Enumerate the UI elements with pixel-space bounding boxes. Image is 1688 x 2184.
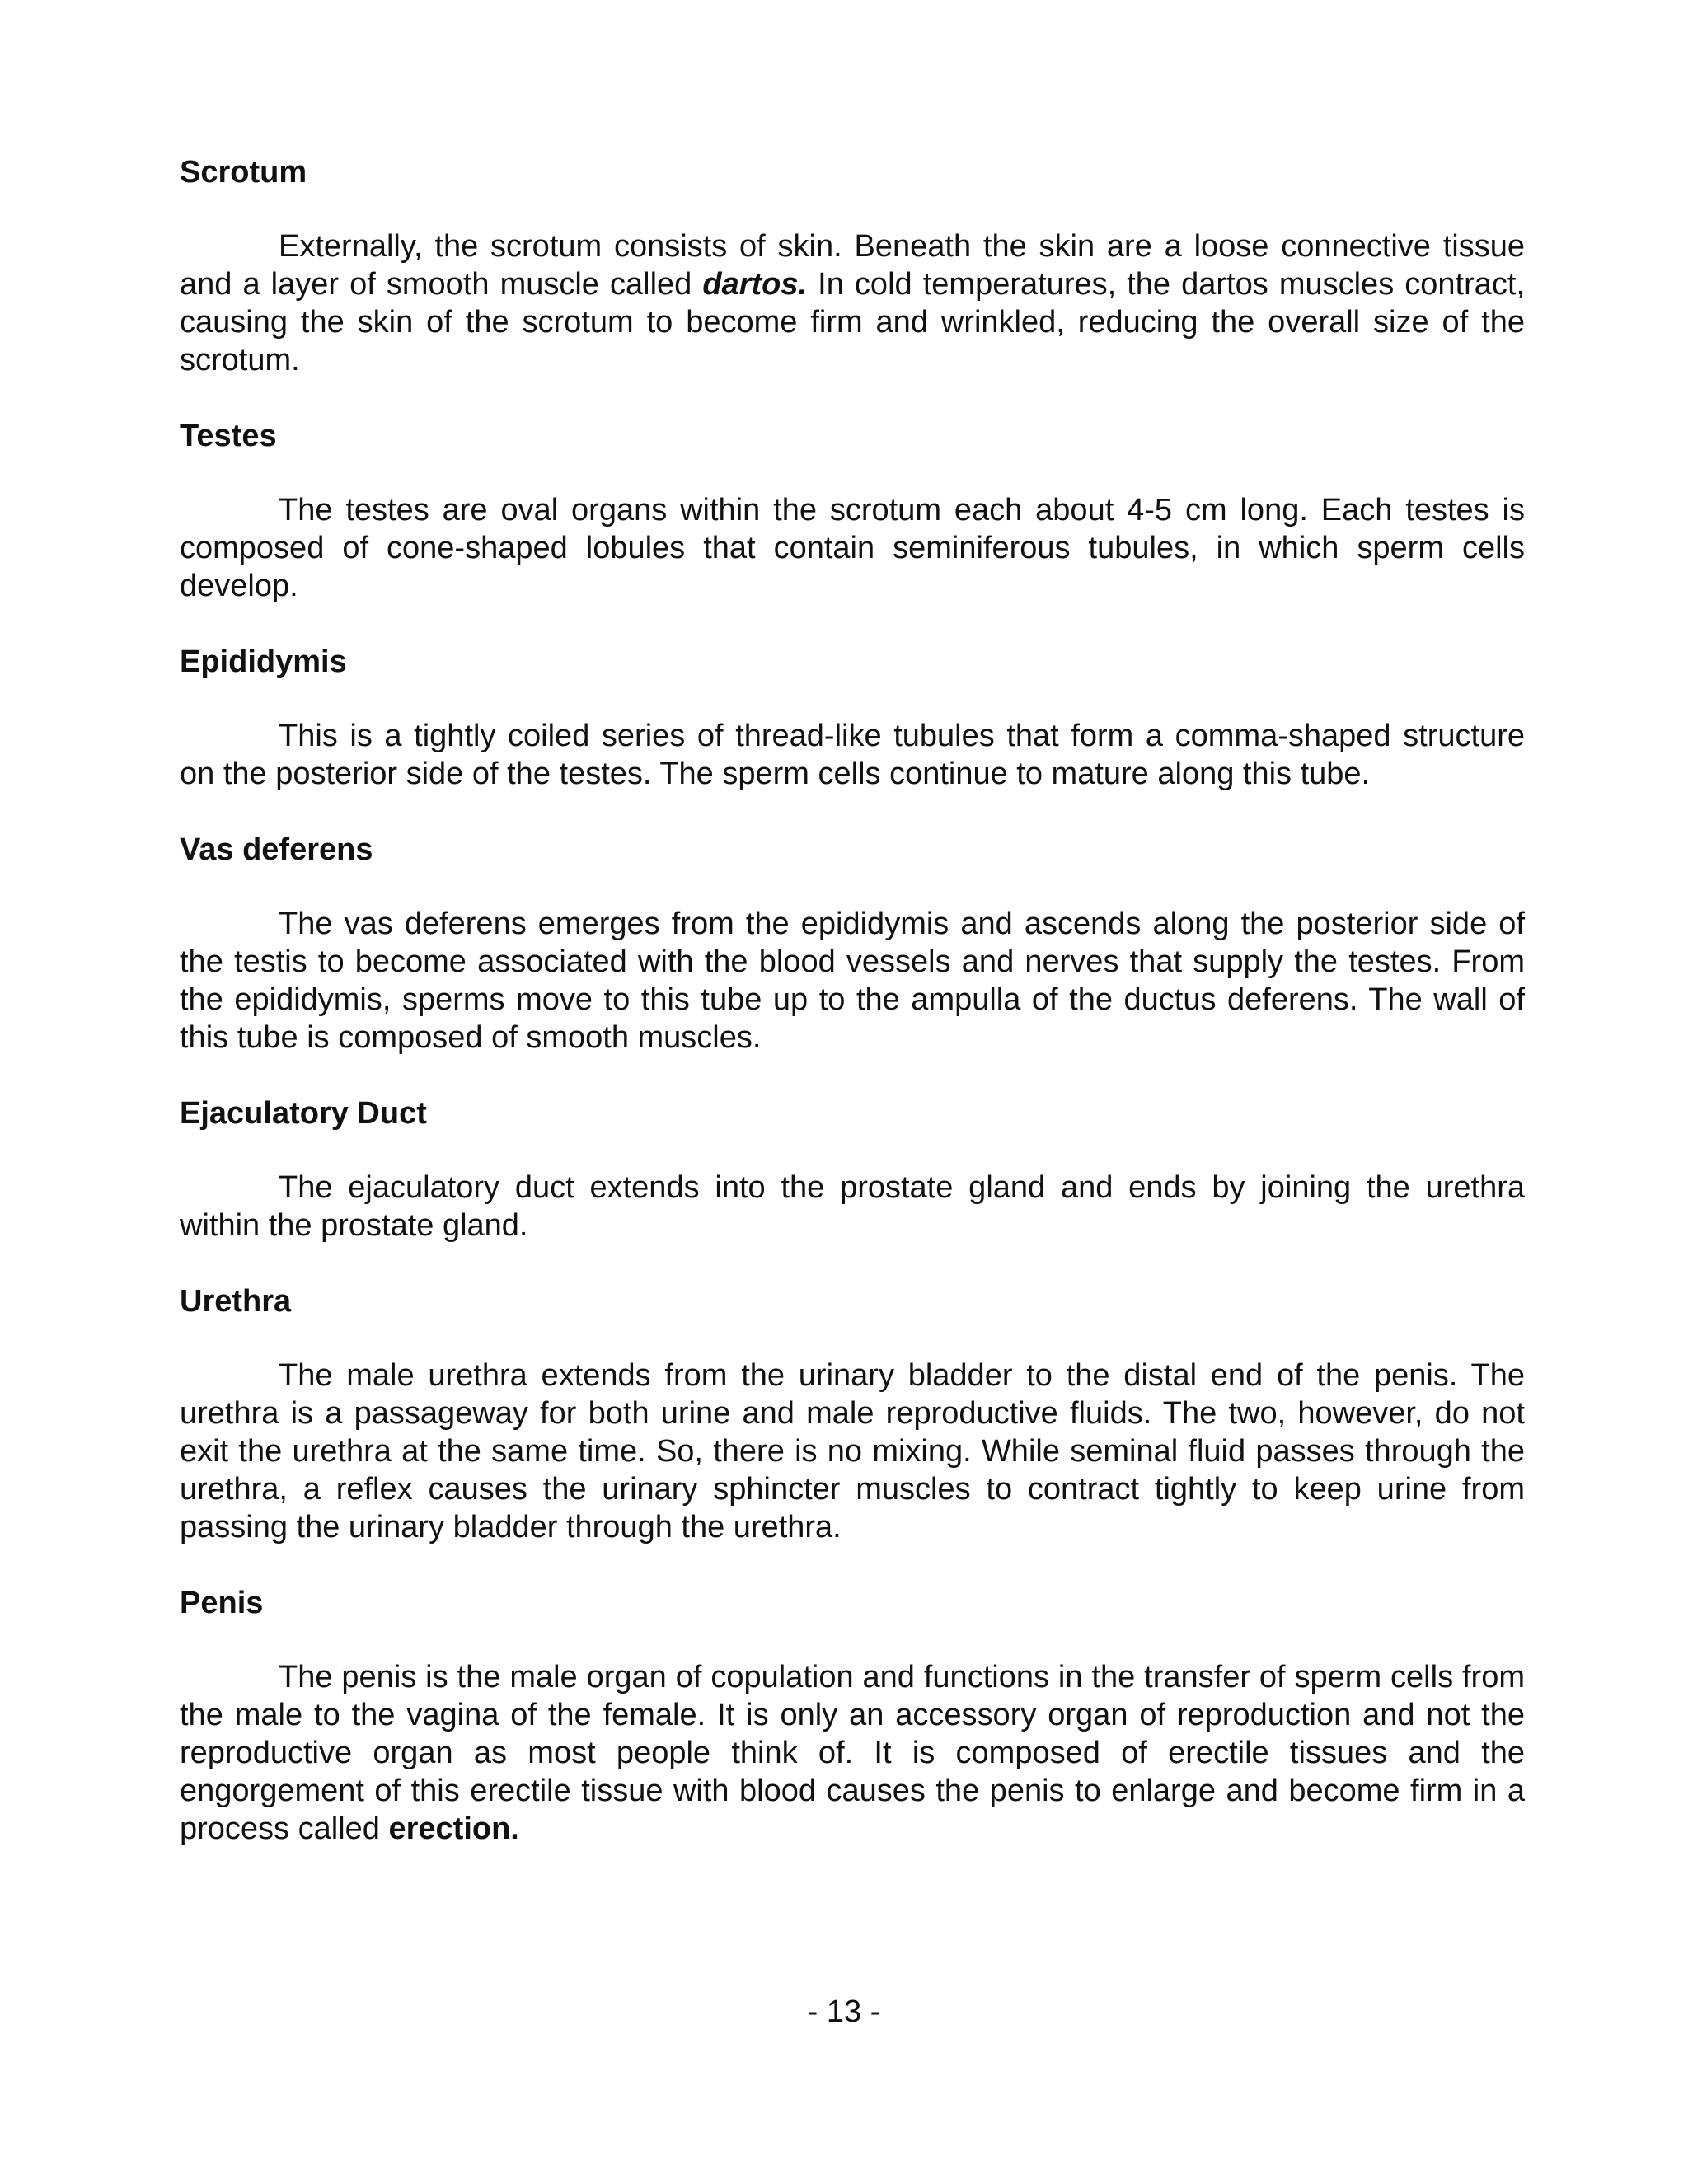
paragraph-text: The penis is the male organ of copulation and functions in the transfer of sperm cells from the male to the vagina of the female. It is only an accessory organ of reproduction and not the reproductive organ as most people think of. It is composed of erectile tissues and the engorgement of this erectile tissue with blood causes the penis to enlarge and become firm in a process called <box>180 1660 1525 1846</box>
paragraph-text: This is a tightly coiled series of thread-like tubules that form a comma-shaped structure on the posterior side of the testes. The sperm cells continue to mature along this tube. <box>180 719 1525 791</box>
section-heading: Ejaculatory Duct <box>180 1096 427 1131</box>
emphasized-term: dartos. <box>702 267 808 302</box>
paragraph-text: The ejaculatory duct extends into the prostate gland and ends by joining the urethra within the prostate gland. <box>180 1170 1525 1243</box>
section-ejaculatory-duct <box>180 1094 1525 1244</box>
emphasized-term: erection. <box>388 1811 519 1846</box>
section-heading: Epididymis <box>180 644 347 679</box>
section-paragraph <box>180 905 1525 1057</box>
section-testes <box>180 417 1525 605</box>
paragraph-text: The vas deferens emerges from the epididymis and ascends along the posterior side of the testis to become associated with the blood vessels and nerves that supply the testes. From the epididymis, sperms move to this tube up to the ampulla of the ductus deferens. The wall of this tube is composed of smooth muscles. <box>180 907 1525 1055</box>
section-penis <box>180 1584 1525 1848</box>
section-paragraph <box>180 491 1525 605</box>
section-paragraph <box>180 227 1525 379</box>
section-paragraph <box>180 717 1525 793</box>
section-heading: Vas deferens <box>180 832 373 867</box>
section-epididymis <box>180 643 1525 793</box>
section-paragraph <box>180 1357 1525 1546</box>
section-heading: Penis <box>180 1586 264 1620</box>
paragraph-text: In cold temperatures, the dartos muscles contract, causing the skin of the scrotum to become firm and wrinkled, reducing the overall size of the scrotum. <box>180 267 1525 377</box>
section-paragraph <box>180 1169 1525 1244</box>
section-heading: Urethra <box>180 1284 292 1319</box>
paragraph-text: The testes are oval organs within the scrotum each about 4-5 cm long. Each testes is composed of cone-shaped lobules that contain seminiferous tubules, in which sperm cells develop. <box>180 493 1525 603</box>
section-heading: Scrotum <box>180 155 307 190</box>
section-urethra <box>180 1282 1525 1546</box>
paragraph-text: Externally, the scrotum consists of skin. Beneath the skin are a loose connective tissue and a layer of smooth muscle called <box>180 229 1525 302</box>
document-page <box>180 153 1525 1886</box>
section-scrotum <box>180 153 1525 379</box>
page-number: - 13 - <box>807 1994 881 2029</box>
section-paragraph <box>180 1658 1525 1848</box>
section-heading: Testes <box>180 419 277 453</box>
section-vas-deferens <box>180 831 1525 1057</box>
paragraph-text: The male urethra extends from the urinary bladder to the distal end of the penis. The urethra is a passageway for both urine and male reproductive fluids. The two, however, do not exit the urethra at the same time. So, there is no mixing. While seminal fluid passes through the urethra, a reflex causes the urinary sphincter muscles to contract tightly to keep urine from passing the urinary bladder through the urethra. <box>180 1358 1525 1544</box>
